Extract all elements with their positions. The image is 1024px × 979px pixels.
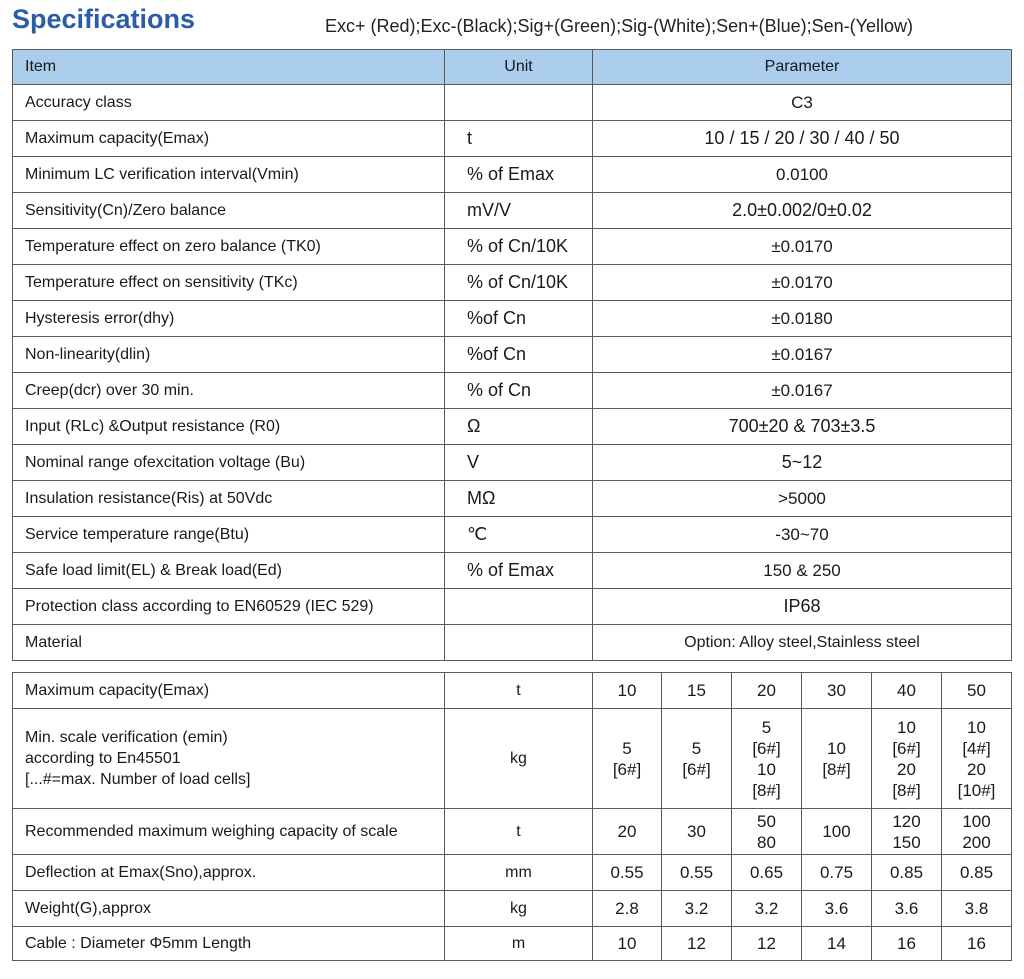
table-row [13,927,1012,961]
emin-value-line: [6#] [612,759,642,779]
emin-value [593,709,662,809]
row-value-line: 0.85 [959,863,994,882]
row-value [593,891,662,927]
spec-item: Material [13,625,445,661]
table-row [13,855,1012,891]
table-header-row [13,50,1012,85]
spec-parameter: 10 / 15 / 20 / 30 / 40 / 50 [593,121,1012,157]
emin-value-line: 10 [827,738,846,758]
table-row [13,301,1012,337]
spec-unit: % of Cn [445,373,593,409]
spec-parameter: 2.0±0.002/0±0.02 [593,193,1012,229]
capacity-table [12,672,1012,961]
table-row [13,809,1012,855]
spec-parameter: ±0.0167 [593,373,1012,409]
emin-value-line: 5 [691,738,702,758]
emin-value-line: 10 [757,759,776,779]
row-value [732,809,802,855]
table-row [13,85,1012,121]
spec-unit: %of Cn [445,337,593,373]
row-unit: m [445,927,593,961]
row-value-line: 100 [962,811,991,831]
emin-value-line: [6#] [892,738,921,758]
table-row [13,409,1012,445]
emin-value-line: 10 [897,717,916,737]
spec-parameter: >5000 [593,481,1012,517]
emin-value-line: 10 [967,717,986,737]
spec-unit [445,625,593,661]
table-row [13,265,1012,301]
spec-item: Sensitivity(Cn)/Zero balance [13,193,445,229]
spec-item: Nominal range ofexcitation voltage (Bu) [13,445,445,481]
emin-item [13,709,445,809]
spec-parameter: ±0.0170 [593,265,1012,301]
row-value [662,927,732,961]
emin-value-line: [6#] [752,738,781,758]
row-value-line: 0.55 [610,863,644,882]
row-value [662,809,732,855]
spec-item: Service temperature range(Btu) [13,517,445,553]
row-value-line: 30 [687,822,706,841]
emin-value-line: [6#] [682,759,711,779]
row-value-line: 200 [962,832,991,852]
row-value [593,855,662,891]
spec-unit: Ω [445,409,593,445]
capacity-value: 30 [802,673,872,709]
emin-value [872,709,942,809]
row-value-line: 0.85 [889,863,924,882]
emin-value-line: 20 [897,759,916,779]
spec-parameter: ±0.0170 [593,229,1012,265]
table-row [13,517,1012,553]
spec-parameter: 150 & 250 [593,553,1012,589]
spec-item: Minimum LC verification interval(Vmin) [13,157,445,193]
spec-unit: t [445,121,593,157]
header-parameter: Parameter [593,50,1012,85]
spec-unit [445,85,593,121]
emin-value [732,709,802,809]
row-item: Deflection at Emax(Sno),approx. [13,855,445,891]
row-value [662,855,732,891]
spec-unit: V [445,445,593,481]
row-value-line: 10 [617,934,637,953]
row-value [942,927,1012,961]
row-value [732,891,802,927]
emin-value-line: [10#] [957,780,996,800]
emin-value-line: 5 [622,738,632,758]
spec-unit: % of Emax [445,157,593,193]
header-item: Item [13,50,445,85]
emin-value-line: [8#] [822,759,851,779]
table-row [13,193,1012,229]
row-value-line: 0.75 [819,863,854,882]
spec-unit: % of Cn/10K [445,229,593,265]
row-value-line: 80 [757,832,776,852]
spec-parameter: 5~12 [593,445,1012,481]
table-row [13,481,1012,517]
spec-unit: ℃ [445,517,593,553]
emin-value-line: [8#] [892,780,921,800]
spec-unit [445,589,593,625]
row-value [732,927,802,961]
spec-item: Temperature effect on sensitivity (TKc) [13,265,445,301]
row-value-line: 3.8 [964,899,989,918]
table-row [13,709,1012,809]
row-value-line: 12 [687,934,706,953]
emin-item-line: according to En45501 [25,750,181,767]
spec-unit: %of Cn [445,301,593,337]
emin-value [802,709,872,809]
spec-item: Creep(dcr) over 30 min. [13,373,445,409]
spec-item: Insulation resistance(Ris) at 50Vdc [13,481,445,517]
row-value [942,809,1012,855]
spec-item: Accuracy class [13,85,445,121]
row-value-line: 20 [617,822,637,841]
table-row [13,553,1012,589]
row-value-line: 3.6 [824,899,849,918]
table-row [13,891,1012,927]
row-value-line: 16 [897,934,916,953]
spec-item: Protection class according to EN60529 (IEC 529) [13,589,445,625]
page-title: Specifications [12,4,196,34]
row-value-line: 2.8 [615,899,639,918]
capacity-value: 40 [872,673,942,709]
spec-item: Hysteresis error(dhy) [13,301,445,337]
capacity-value: 10 [593,673,662,709]
row-value [942,891,1012,927]
row-value [732,855,802,891]
row-value [662,891,732,927]
spec-unit: MΩ [445,481,593,517]
row-value-line: 14 [827,934,846,953]
row-value [872,927,942,961]
spec-unit: % of Cn/10K [445,265,593,301]
spec-item: Safe load limit(EL) & Break load(Ed) [13,553,445,589]
emin-value-line: [8#] [752,780,781,800]
emin-value-line: [4#] [962,738,991,758]
row-value [593,927,662,961]
spec-unit: % of Emax [445,553,593,589]
row-unit: t [445,809,593,855]
table-row [13,229,1012,265]
emin-value-line: 5 [761,717,772,737]
row-value-line: 16 [967,934,986,953]
row-value-line: 12 [757,934,776,953]
emin-value-line: 20 [967,759,986,779]
table-row [13,589,1012,625]
row-value [872,855,942,891]
row-value-line: 0.65 [749,863,784,882]
table-row [13,373,1012,409]
spec-parameter: IP68 [593,589,1012,625]
wiring-legend: Exc+ (Red);Exc-(Black);Sig+(Green);Sig-(White);Sen+(Blue);Sen-(Yellow) [325,16,914,36]
emin-value [942,709,1012,809]
row-value [802,927,872,961]
row-value-line: 100 [822,822,851,841]
row-item: Weight(G),approx [13,891,445,927]
spec-item: Input (RLc) &Output resistance (R0) [13,409,445,445]
row-value-line: 120 [892,811,921,831]
spec-item: Non-linearity(dlin) [13,337,445,373]
row-value-line: 50 [757,811,776,831]
header-unit: Unit [445,50,593,85]
row-value-line: 0.55 [679,863,714,882]
row-item: Cable : Diameter Φ5mm Length [13,927,445,961]
emin-value [662,709,732,809]
table-row [13,337,1012,373]
capacity-value: 50 [942,673,1012,709]
row-unit: kg [445,891,593,927]
capacity-value: 15 [662,673,732,709]
table-row [13,625,1012,661]
spec-unit: mV/V [445,193,593,229]
spec-parameter: C3 [593,85,1012,121]
emin-item-line: Min. scale verification (emin) [25,729,228,746]
row-item: Recommended maximum weighing capacity of scale [13,809,445,855]
row-value-line: 3.2 [754,899,779,918]
row-value [802,891,872,927]
capacity-unit: t [445,673,593,709]
row-value [802,809,872,855]
spec-parameter: ±0.0167 [593,337,1012,373]
spec-item: Maximum capacity(Emax) [13,121,445,157]
row-value-line: 3.6 [894,899,919,918]
table-row [13,673,1012,709]
row-unit: mm [445,855,593,891]
spec-parameter: -30~70 [593,517,1012,553]
row-value [802,855,872,891]
emin-item-line: [...#=max. Number of load cells] [25,771,251,788]
spec-item: Temperature effect on zero balance (TK0) [13,229,445,265]
table-row [13,157,1012,193]
spec-parameter: ±0.0180 [593,301,1012,337]
row-value [872,809,942,855]
specifications-table [12,49,1012,661]
table-row [13,445,1012,481]
spec-parameter: Option: Alloy steel,Stainless steel [593,625,1012,661]
capacity-value: 20 [732,673,802,709]
spec-parameter: 0.0100 [593,157,1012,193]
row-value [872,891,942,927]
row-value-line: 150 [892,832,921,852]
spec-parameter: 700±20 & 703±3.5 [593,409,1012,445]
emin-unit: kg [445,709,593,809]
capacity-item: Maximum capacity(Emax) [13,673,445,709]
row-value [942,855,1012,891]
row-value-line: 3.2 [684,899,709,918]
table-row [13,121,1012,157]
row-value [593,809,662,855]
